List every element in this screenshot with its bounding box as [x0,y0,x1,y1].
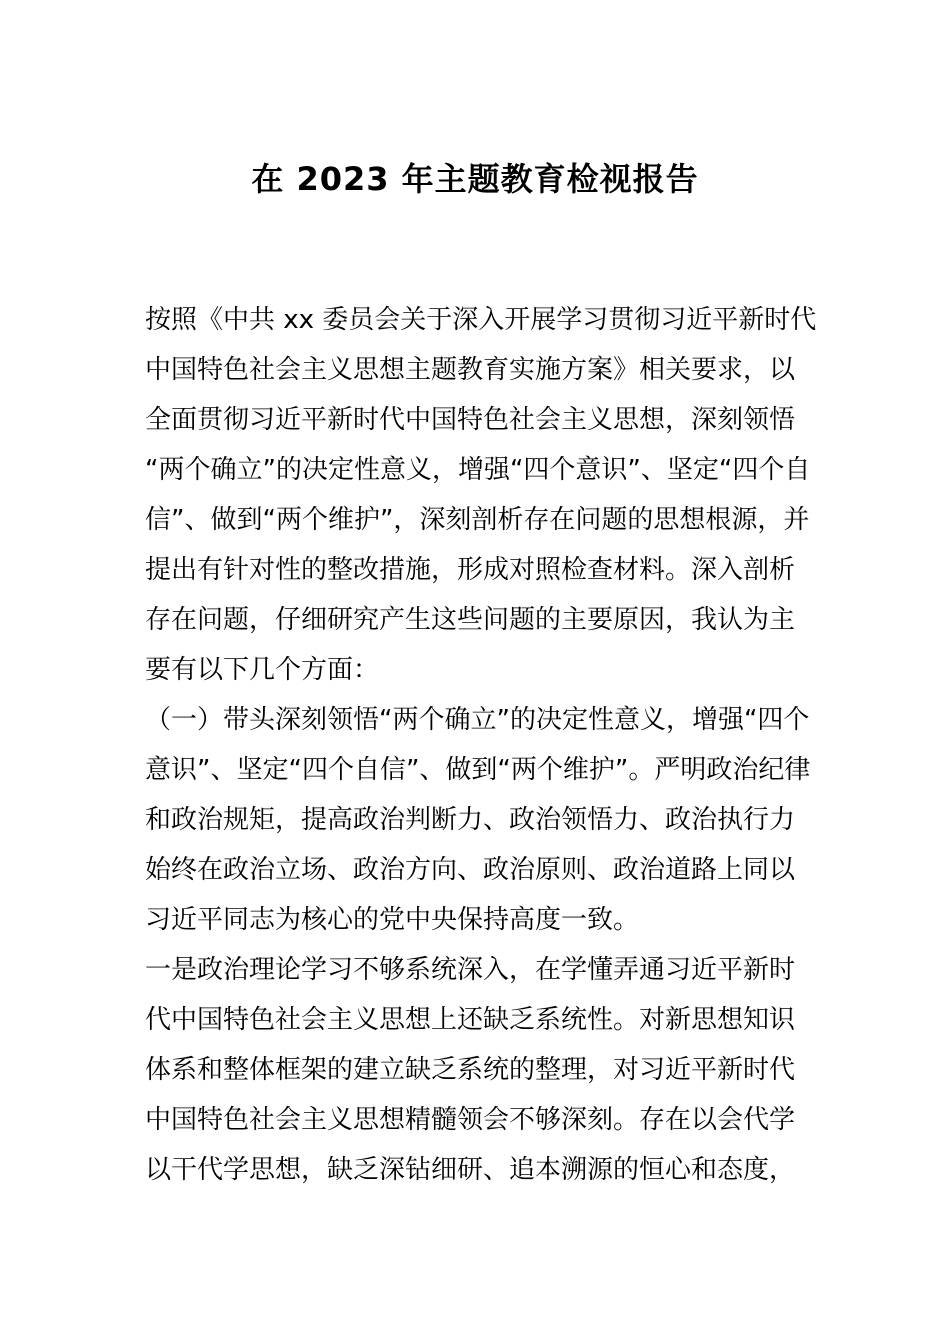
section-heading-line: 始终在政治立场、政治方向、政治原则、政治道路上同以 [145,855,796,885]
text-line: 以干代学思想，缺乏深钻细研、追本溯源的恒心和态度， [145,1155,796,1185]
text-line: 中国特色社会主义思想精髓领会不够深刻。存在以会代学 [145,1105,796,1135]
text-line: 一是政治理论学习不够系统深入，在学懂弄通习近平新时 [145,955,796,985]
text-line: 信”、做到“两个维护”，深刻剖析存在问题的思想根源，并 [145,505,810,535]
text-line: 存在问题，仔细研究产生这些问题的主要原因，我认为主 [145,605,796,635]
text-line: 体系和整体框架的建立缺乏系统的整理，对习近平新时代 [145,1055,796,1085]
section-heading-line: 习近平同志为核心的党中央保持高度一致。 [145,905,640,935]
text-line: 全面贯彻习近平新时代中国特色社会主义思想，深刻领悟 [145,405,796,435]
section-heading-line: （一）带头深刻领悟“两个确立”的决定性意义，增强“四个 [145,705,810,735]
document-body [145,295,825,1195]
text-line: 要有以下几个方面： [145,655,380,685]
section-heading-line: 意识”、坚定“四个自信”、做到“两个维护”。严明政治纪律 [145,755,811,785]
text-line: 提出有针对性的整改措施，形成对照检查材料。深入剖析 [145,555,796,585]
text-line: 按照《中共 xx 委员会关于深入开展学习贯彻习近平新时代 [145,305,817,335]
text-line: 代中国特色社会主义思想上还缺乏系统性。对新思想知识 [145,1005,796,1035]
text-line: 中国特色社会主义思想主题教育实施方案》相关要求，以 [145,355,796,385]
text-line: “两个确立”的决定性意义，增强“四个意识”、坚定“四个自 [145,455,811,485]
section-heading-line: 和政治规矩，提高政治判断力、政治领悟力、政治执行力 [145,805,796,835]
document-title: 在 2023 年主题教育检视报告 [251,160,699,198]
